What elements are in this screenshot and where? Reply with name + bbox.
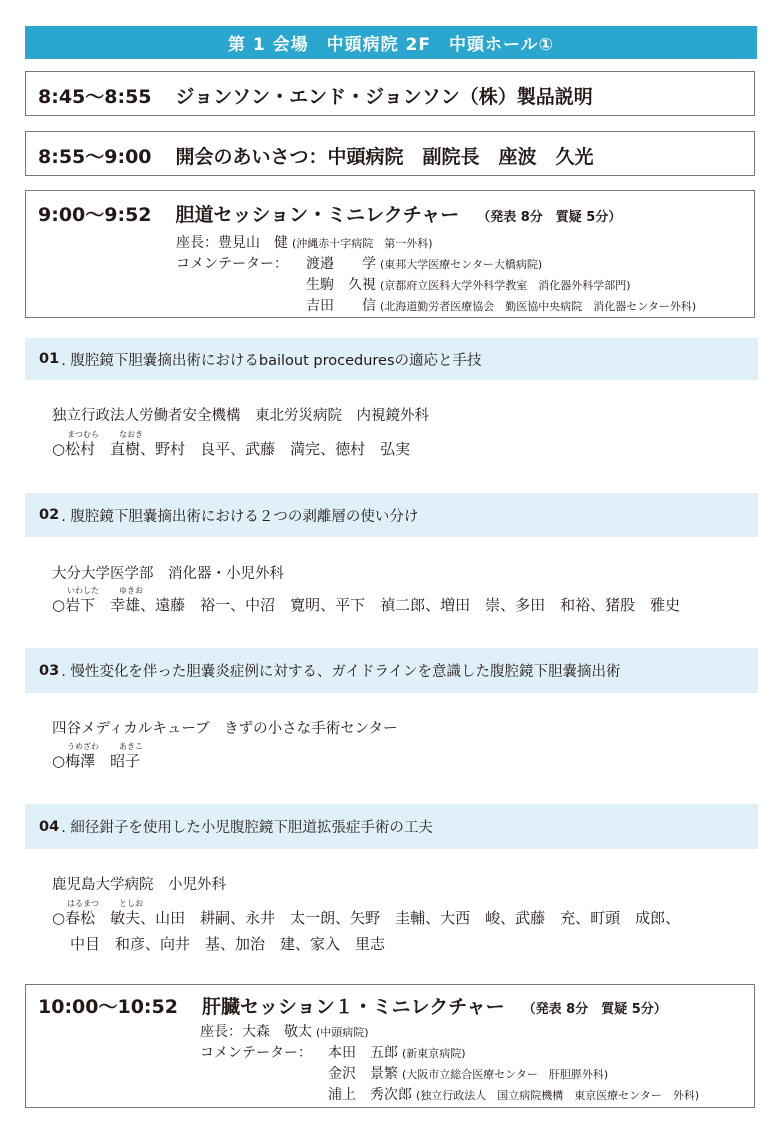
session-title: 肝臓セッション１・ミニレクチャー [201,996,505,1018]
chair-org: (中頭病院) [316,1026,369,1039]
presentation-authors: ○松村 直樹、野村 良平、武藤 満完、徳村 弘実 [52,440,411,458]
session-box-opening [25,131,755,176]
chair-org: (沖縄赤十字病院 第一外科) [292,237,433,250]
commentator-name: 金沢 景繁 [328,1066,398,1082]
furigana: あきこ [119,742,143,751]
session-row [38,82,593,109]
session-row [38,200,621,227]
presentation-title: . 腹腔鏡下胆嚢摘出術における２つの剥離層の使い分け [61,508,419,525]
chair-line [176,232,433,252]
commentator-name: 吉田 信 [306,298,376,314]
commentator-line [328,1063,608,1083]
presentation-number: 01 [39,351,60,367]
presentation-header-01 [25,338,758,380]
chair-name: 豊見山 健 [218,235,288,251]
session-title: ジョンソン・エンド・ジョンソン（株）製品説明 [175,86,593,108]
session-time: 8:55〜9:00 [38,146,152,168]
presentation-authors: ○梅澤 昭子 [52,752,141,770]
furigana: ゆきお [119,586,143,595]
session-row [38,142,594,169]
presentation-title: . 慢性変化を伴った胆嚢炎症例に対する、ガイドラインを意識した腹腔鏡下胆嚢摘出術 [61,664,621,680]
session-title: 胆道セッション・ミニレクチャー [175,204,460,226]
furigana: うめざわ [67,742,99,751]
presentation-authors: ○春松 敏夫、山田 耕嗣、永井 太一朗、矢野 圭輔、大西 峻、武藤 充、町頭 成郎、 [52,909,681,927]
commentator-org: (東邦大学医療センター大橋病院) [380,258,543,271]
commentator-name: 渡邉 学 [306,256,376,272]
presentation-affiliation: 鹿児島大学病院 小児外科 [52,877,226,893]
commentator-line [306,295,696,315]
session-note: （発表 8分 質疑 5分） [477,210,622,225]
commentator-org: (新東京病院) [402,1047,466,1060]
chair-label: 座長： [176,235,218,251]
presentation-affiliation: 独立行政法人労働者安全機構 東北労災病院 内視鏡外科 [52,408,429,424]
session-box-liver [25,984,755,1108]
session-time: 10:00〜10:52 [38,996,178,1018]
commentator-org: (大阪市立総合医療センター 肝胆膵外科) [402,1068,609,1081]
session-row [38,992,667,1019]
commentator-org: (京都府立医科大学外科学教室 消化器外科学部門) [380,279,631,292]
presentation-header-04 [25,804,758,849]
furigana: はるまつ [67,899,99,908]
furigana: なおき [119,430,143,439]
furigana: いわした [67,586,99,595]
commentator-name: 浦上 秀次郎 [328,1087,412,1103]
session-note: （発表 8分 質疑 5分） [522,1002,667,1017]
session-title: 開会のあいさつ：中頭病院 副院長 座波 久光 [175,146,594,168]
presentation-number: 03 [39,662,60,679]
commentator-line [306,253,542,273]
presentation-title: . 細径鉗子を使用した小児腹腔鏡下胆道拡張症手術の工夫 [61,820,433,836]
commentator-name: 生駒 久視 [306,277,376,293]
commentator-line [328,1084,699,1104]
presentation-authors: ○岩下 幸雄、遠藤 裕一、中沼 寛明、平下 禎二郎、増田 崇、多田 和裕、猪股 雅史 [52,596,681,614]
commentator-org: (北海道勤労者医療協会 勤医協中央病院 消化器センター外科) [380,300,697,313]
presentation-number: 02 [39,507,60,523]
chair-label: 座長： [200,1024,242,1040]
commentator-org: (独立行政法人 国立病院機構 東京医療センター 外科) [416,1089,700,1102]
commentator-label: コメンテーター： [200,1045,312,1061]
chair-line [200,1021,369,1041]
commentator-name: 本田 五郎 [328,1045,398,1061]
commentator-label: コメンテーター： [176,256,288,272]
commentator-line [306,274,631,294]
presentation-affiliation: 大分大学医学部 消化器・小児外科 [52,566,284,582]
chair-name: 大森 敬太 [242,1024,312,1040]
furigana: まつむら [67,430,99,439]
session-box-biliary [25,190,755,318]
venue-banner: 第 1 会場 中頭病院 2F 中頭ホール① [25,26,757,59]
presentation-header-02 [25,493,758,537]
furigana: としお [119,899,143,908]
session-box-product [25,71,755,116]
commentator-line [328,1042,466,1062]
presentation-authors-continued: 中目 和彦、向井 基、加治 建、家入 里志 [70,935,386,953]
session-time: 8:45〜8:55 [38,86,152,108]
presentation-affiliation: 四谷メディカルキューブ きずの小さな手術センター [52,721,398,737]
presentation-title: . 腹腔鏡下胆嚢摘出術におけるbailout proceduresの適応と手技 [61,352,482,369]
presentation-number: 04 [39,818,60,835]
session-time: 9:00〜9:52 [38,204,152,226]
presentation-header-03 [25,648,758,693]
